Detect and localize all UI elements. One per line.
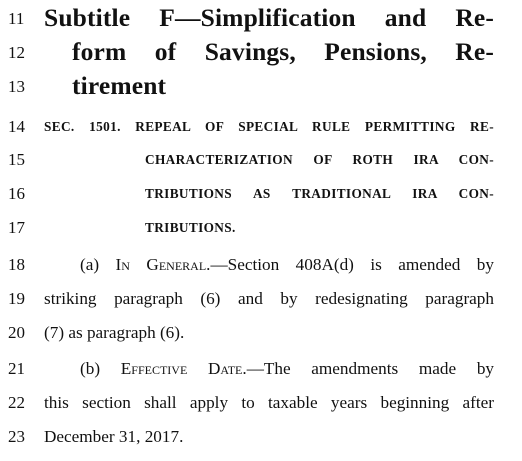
line-15 xyxy=(0,150,522,172)
line-number: 16 xyxy=(8,184,25,203)
paragraph-label: (b) xyxy=(80,359,101,378)
paragraph-heading: Effective Date. xyxy=(120,359,247,378)
line-11 xyxy=(0,3,522,33)
section-heading-line: CHARACTERIZATION OF ROTH IRA CON- xyxy=(145,152,494,167)
paragraph-text-line: December 31, 2017. xyxy=(44,427,184,446)
line-number: 14 xyxy=(8,117,25,136)
line-12 xyxy=(0,37,522,67)
line-number: 18 xyxy=(8,255,25,274)
paragraph-text-line: striking paragraph (6) and by redesignating paragraph xyxy=(44,289,494,308)
line-number: 23 xyxy=(8,427,25,446)
paragraph-text-line: this section shall apply to taxable years beginning after xyxy=(44,393,494,412)
line-14 xyxy=(0,117,522,139)
line-23 xyxy=(0,427,522,449)
line-16 xyxy=(0,184,522,206)
section-heading-line: SEC. 1501. REPEAL OF SPECIAL RULE PERMITTING RE- xyxy=(44,119,494,134)
subtitle-heading-line: tirement xyxy=(72,71,167,100)
line-22 xyxy=(0,393,522,415)
section-heading-line: TRIBUTIONS AS TRADITIONAL IRA CON- xyxy=(145,186,494,201)
line-19 xyxy=(0,289,522,311)
line-13 xyxy=(0,71,522,101)
section-heading-line: TRIBUTIONS. xyxy=(145,220,236,235)
em-dash: — xyxy=(210,255,228,274)
line-number: 22 xyxy=(8,393,25,412)
paragraph-text-line: (7) as paragraph (6). xyxy=(44,323,185,342)
line-number: 20 xyxy=(8,323,25,342)
paragraph-text: The amendments made by xyxy=(263,359,495,378)
em-dash: — xyxy=(246,359,264,378)
line-17 xyxy=(0,218,522,240)
paragraph-heading: In General. xyxy=(115,255,211,274)
paragraph-label: (a) xyxy=(80,255,100,274)
line-number: 17 xyxy=(8,218,25,237)
line-number: 11 xyxy=(8,9,25,28)
line-number: 19 xyxy=(8,289,25,308)
line-21 xyxy=(0,359,522,381)
line-18 xyxy=(0,255,522,277)
paragraph-b-first-line xyxy=(80,359,494,379)
line-number: 12 xyxy=(8,43,25,62)
line-20 xyxy=(0,323,522,345)
subtitle-heading-line: Subtitle F—Simplification and Re- xyxy=(44,3,494,32)
line-number: 21 xyxy=(8,359,25,378)
paragraph-text: Section 408A(d) is amended by xyxy=(227,255,494,274)
paragraph-a-first-line xyxy=(80,255,494,275)
line-number: 13 xyxy=(8,77,25,96)
subtitle-heading-line: form of Savings, Pensions, Re- xyxy=(72,37,494,66)
line-number: 15 xyxy=(8,150,25,169)
